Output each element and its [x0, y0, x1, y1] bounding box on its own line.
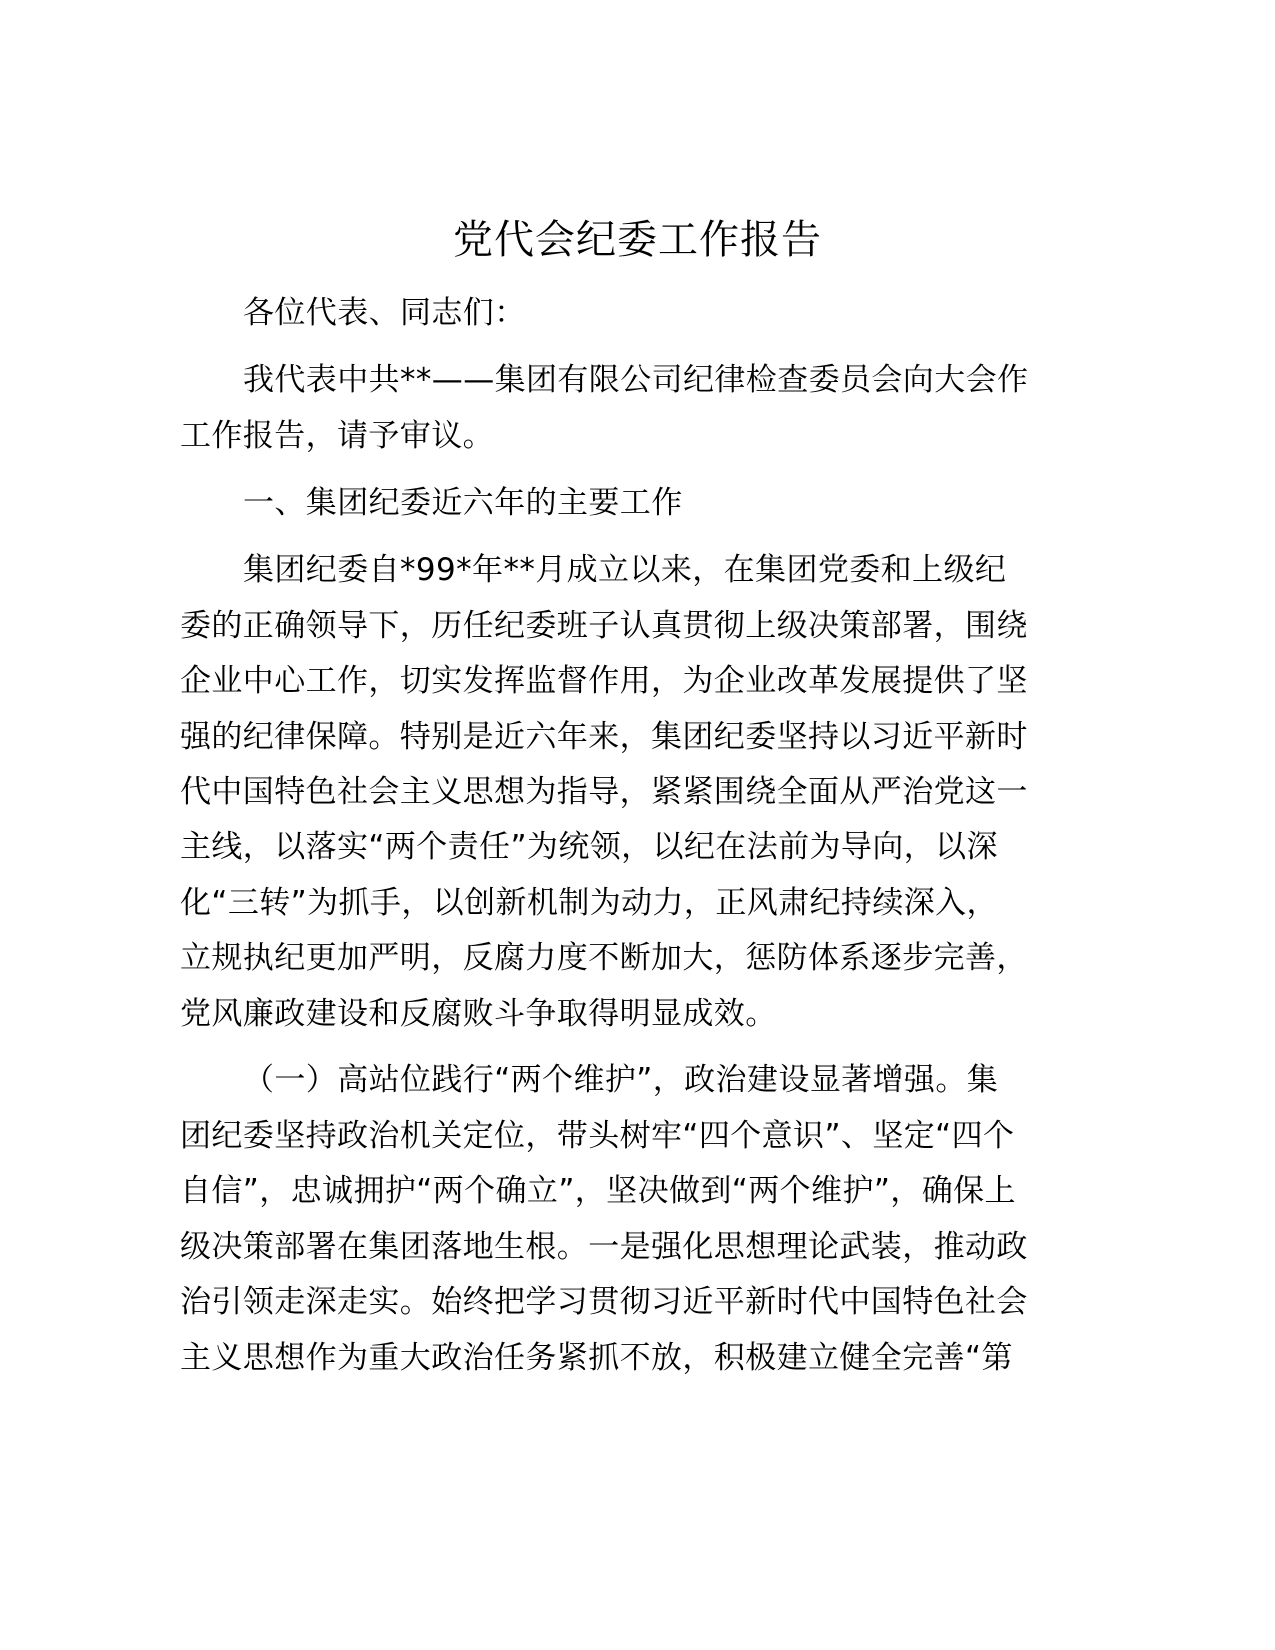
- paragraph-line: 一、集团纪委近六年的主要工作: [243, 485, 683, 521]
- paragraph-line: （一）高站位践行“两个维护”，政治建设显著增强。集: [243, 1062, 999, 1098]
- paragraph-line: 各位代表、同志们：: [243, 295, 526, 331]
- paragraph-line: 立规执纪更加严明，反腐力度不断加大，惩防体系逐步完善，: [180, 940, 1028, 976]
- paragraph-line: 治引领走深走实。始终把学习贯彻习近平新时代中国特色社会: [180, 1284, 1028, 1320]
- paragraph-line: 级决策部署在集团落地生根。一是强化思想理论武装，推动政: [180, 1229, 1028, 1265]
- paragraph-line: 企业中心工作，切实发挥监督作用，为企业改革发展提供了坚: [180, 663, 1028, 699]
- paragraph-line: 化“三转”为抓手，以创新机制为动力，正风肃纪持续深入，: [180, 885, 998, 921]
- paragraph-line: 委的正确领导下，历任纪委班子认真贯彻上级决策部署，围绕: [180, 608, 1028, 644]
- paragraph-line: 主义思想作为重大政治任务紧抓不放，积极建立健全完善“第: [180, 1340, 1013, 1376]
- paragraph-line: 代中国特色社会主义思想为指导，紧紧围绕全面从严治党这一: [180, 774, 1028, 810]
- paragraph-line: 自信”，忠诚拥护“两个确立”，坚决做到“两个维护”，确保上: [180, 1173, 1016, 1209]
- paragraph-line: 我代表中共**——集团有限公司纪律检查委员会向大会作: [243, 362, 1029, 398]
- paragraph-line: 党风廉政建设和反腐败斗争取得明显成效。: [180, 996, 777, 1032]
- paragraph-line: 主线，以落实“两个责任”为统领，以纪在法前为导向，以深: [180, 829, 998, 865]
- document-title: 党代会纪委工作报告: [453, 217, 822, 263]
- paragraph-line: 团纪委坚持政治机关定位，带头树牢“四个意识”、坚定“四个: [180, 1118, 1015, 1154]
- paragraph-line: 强的纪律保障。特别是近六年来，集团纪委坚持以习近平新时: [180, 719, 1028, 755]
- paragraph-line: 工作报告，请予审议。: [180, 418, 494, 454]
- paragraph-line: 集团纪委自*99*年**月成立以来，在集团党委和上级纪: [243, 552, 1007, 588]
